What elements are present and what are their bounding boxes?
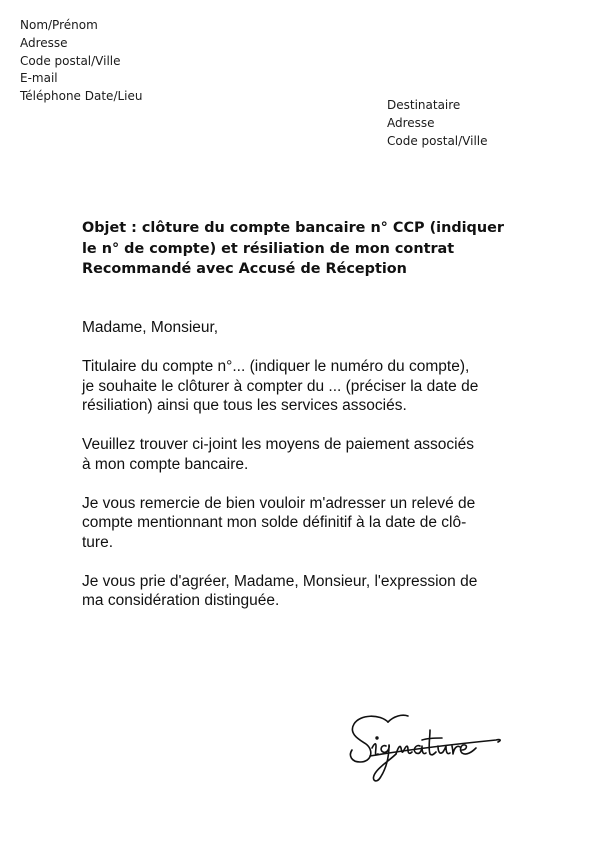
sender-phone-date-place: Téléphone Date/Lieu (20, 89, 143, 104)
salutation (82, 318, 522, 338)
signature-mark (346, 700, 506, 785)
subject-line: Recommandé avec Accusé de Réception (82, 261, 407, 277)
paragraph-line: résiliation) ainsi que tous les services associés. (82, 397, 407, 414)
signature-strokes (350, 715, 500, 781)
paragraph-line: Titulaire du compte n°... (indiquer le numéro du compte), (82, 358, 470, 375)
paragraph-payment-means (82, 435, 522, 474)
paragraph-statement-request (82, 494, 522, 553)
sender-address: Adresse (20, 35, 68, 50)
sender-email: E-mail (20, 71, 58, 86)
recipient-block (387, 96, 488, 150)
paragraph-line: Je vous remercie de bien vouloir m'adresser un relevé de (82, 494, 476, 512)
letter-body (82, 318, 522, 630)
subject-line: le n° de compte) et résiliation de mon contrat (82, 240, 455, 257)
subject-block (82, 218, 522, 280)
paragraph-account-closure (82, 357, 522, 416)
sender-name: Nom/Prénom (20, 18, 98, 32)
paragraph-line: compte mentionnant mon solde définitif à la date de clô- (82, 514, 467, 531)
recipient-name: Destinataire (387, 98, 461, 112)
sender-block (20, 17, 143, 106)
recipient-postal-city: Code postal/Ville (387, 134, 488, 148)
paragraph-line: ture. (82, 533, 114, 551)
paragraph-line: je souhaite le clôturer à compter du ... (préciser la date de (82, 377, 479, 395)
sender-postal-city: Code postal/Ville (20, 53, 121, 68)
paragraph-line: Veuillez trouver ci-joint les moyens de paiement associés (82, 436, 474, 453)
subject-line: Objet : clôture du compte bancaire n° CCP (indiquer (82, 220, 504, 236)
paragraph-closing-formula (82, 572, 522, 611)
recipient-address: Adresse (387, 116, 435, 130)
paragraph-line: ma considération distinguée. (82, 592, 280, 609)
paragraph-line: Je vous prie d'agréer, Madame, Monsieur, l'expression de (82, 572, 478, 590)
salutation-text: Madame, Monsieur, (82, 319, 219, 336)
paragraph-line: à mon compte bancaire. (82, 455, 249, 473)
